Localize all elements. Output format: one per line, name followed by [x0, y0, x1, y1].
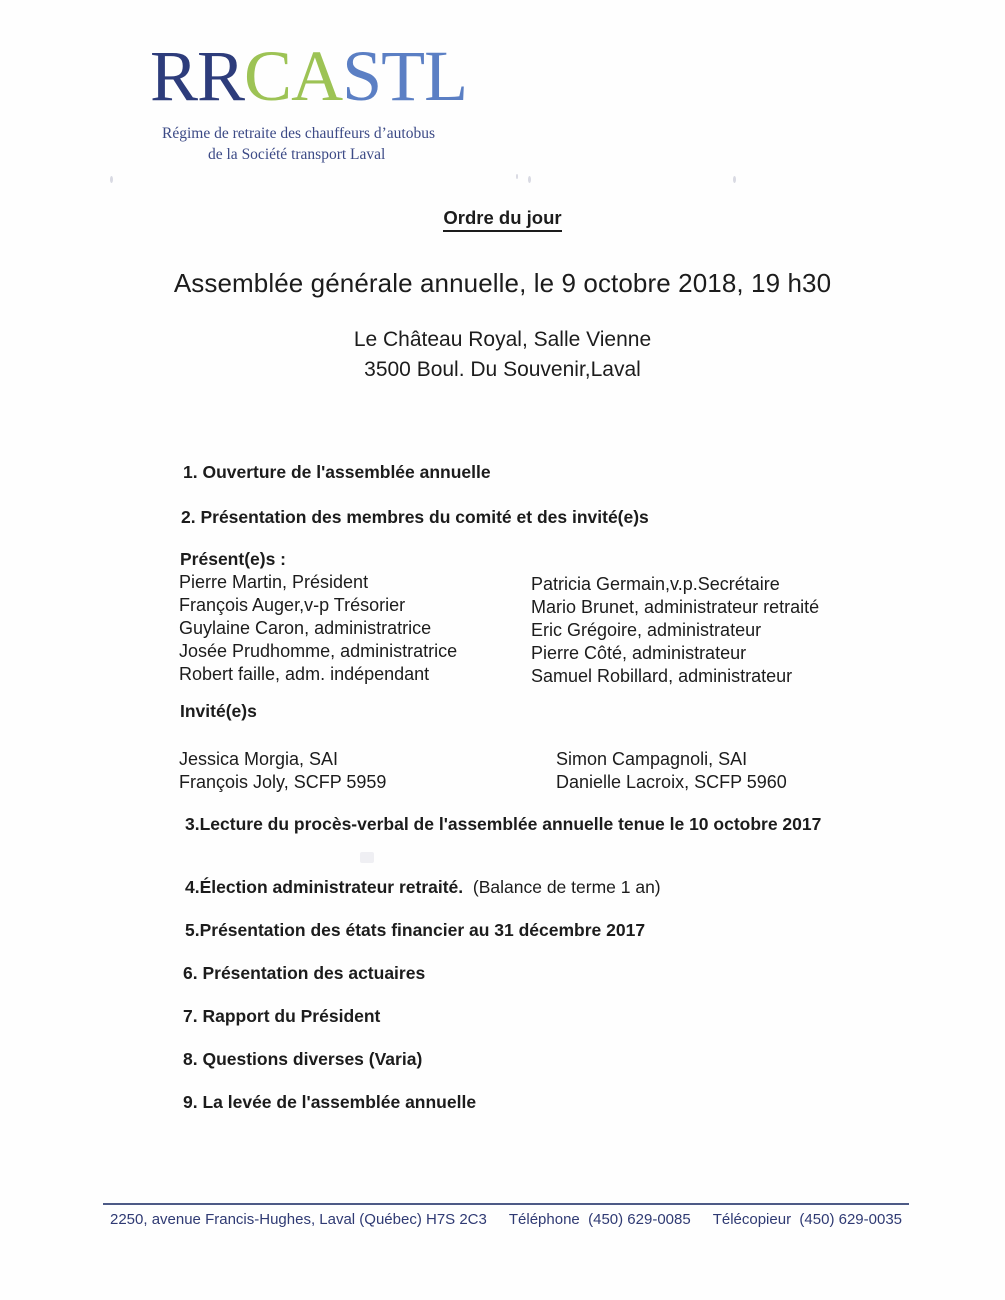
- meeting-title: Assemblée générale annuelle, le 9 octobre 2018, 19 h30: [173, 268, 832, 298]
- present-heading: Présent(e)s :: [180, 549, 287, 569]
- list-item: Mario Brunet, administrateur retraité: [531, 597, 820, 618]
- agenda-item-1: 1. Ouverture de l'assemblée annuelle: [183, 462, 491, 482]
- footer-phone-label: Téléphone: [508, 1211, 580, 1228]
- list-item: Simon Campagnoli, SAI: [556, 749, 748, 769]
- scan-speck: [110, 176, 113, 183]
- present-list-left: [179, 571, 457, 686]
- list-item: Danielle Lacroix, SCFP 5960: [556, 772, 787, 793]
- list-item: François Auger,v-p Trésorier: [179, 595, 406, 616]
- scan-speck: [528, 176, 531, 183]
- agenda-item-6: 6. Présentation des actuaires: [183, 963, 426, 983]
- agenda-item-9: 9. La levée de l'assemblée annuelle: [183, 1092, 477, 1112]
- list-item: François Joly, SCFP 5959: [179, 772, 387, 793]
- footer-fax-label: Télécopieur: [712, 1211, 792, 1228]
- agenda-item-4: [185, 876, 661, 900]
- guests-list-right: [556, 748, 787, 794]
- agenda-item-2: 2. Présentation des membres du comité et des invité(e)s: [181, 507, 649, 527]
- page-title: [0, 207, 1005, 229]
- guests-list-left: [179, 748, 386, 794]
- list-item: Patricia Germain,v.p.Secrétaire: [531, 574, 780, 594]
- agenda-item-4-text: 4.Élection administrateur retraité.: [185, 877, 464, 897]
- page-title-text: Ordre du jour: [443, 207, 561, 232]
- list-item: Eric Grégoire, administrateur: [531, 620, 762, 641]
- list-item: Samuel Robillard, administrateur: [531, 666, 793, 687]
- list-item: Guylaine Caron, administratrice: [179, 618, 432, 639]
- logo-text-rr: RR: [150, 36, 245, 116]
- logo-text-ca: CA: [244, 36, 343, 116]
- organization-logo: [150, 36, 570, 166]
- footer-divider: [103, 1203, 909, 1205]
- scan-speck: [360, 852, 374, 863]
- list-item: Jessica Morgia, SAI: [179, 749, 339, 769]
- footer-address: 2250, avenue Francis-Hughes, Laval (Québec) H7S 2C3: [109, 1211, 487, 1228]
- scan-speck: [516, 174, 518, 179]
- scan-speck: [733, 176, 736, 183]
- present-list-right: [531, 573, 819, 688]
- venue-line-1: Le Château Royal, Salle Vienne: [353, 328, 652, 351]
- agenda-item-5: 5.Présentation des états financier au 31 décembre 2017: [185, 920, 646, 940]
- logo-subtitle-line1: Régime de retraite des chauffeurs d’autobus: [162, 125, 436, 142]
- agenda-item-7: 7. Rapport du Président: [183, 1006, 381, 1026]
- logo-wordmark: [150, 36, 570, 116]
- list-item: Josée Prudhomme, administratrice: [179, 641, 458, 662]
- guests-heading: Invité(e)s: [180, 701, 257, 721]
- logo-subtitle-line2: de la Société transport Laval: [208, 145, 386, 163]
- venue-block: [0, 325, 1005, 385]
- logo-text-stl: STL: [342, 36, 468, 116]
- list-item: Pierre Martin, Président: [179, 572, 369, 592]
- logo-subtitle: [150, 124, 570, 166]
- agenda-item-8: 8. Questions diverses (Varia): [183, 1049, 423, 1069]
- list-item: Robert faille, adm. indépendant: [179, 664, 430, 685]
- footer-phone-number: (450) 629-0085: [588, 1211, 691, 1228]
- agenda-item-4-note: (Balance de terme 1 an): [472, 877, 661, 897]
- venue-line-2: 3500 Boul. Du Souvenir,Laval: [364, 357, 641, 381]
- list-item: Pierre Côté, administrateur: [531, 643, 747, 664]
- footer-contact: [103, 1211, 909, 1228]
- footer-fax-number: (450) 629-0035: [799, 1211, 902, 1228]
- agenda-item-3: 3.Lecture du procès-verbal de l'assemblée annuelle tenue le 10 octobre 2017: [185, 814, 822, 834]
